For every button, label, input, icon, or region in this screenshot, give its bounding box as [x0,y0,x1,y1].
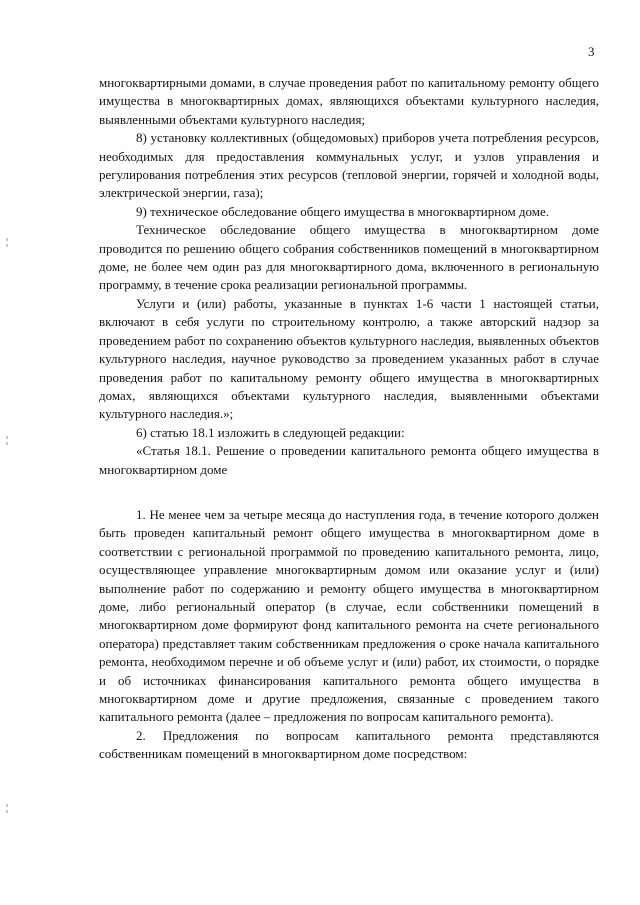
paragraph-continuation: многоквартирными домами, в случае проведения работ по капитальному ремонту общего имущества в многоквартирных домах, являющихся объектами культурного наследия, выявленными объектами культурного наследия; [99,75,599,127]
scan-edge-mark [6,442,8,445]
paragraph-clause-1: 1. Не менее чем за четыре месяца до наступления года, в течение которого должен быть проведен капитальный ремонт общего имущества в многоквартирном доме в соответствии с региональной программой по проведению капитального ремонта, лицо, осуществляющее управление многоквартирным домом или оказание услуг и (или) выполнение работ по содержанию и ремонту общего имущества в многоквартирном доме, либо региональный оператор (в случае, если собственники помещений в многоквартирном доме формируют фонд капитального ремонта на счете регионального оператора) представляет таким собственникам предложения о сроке начала капитального ремонта, необходимом перечне и об объеме услуг и (или) работ, их стоимости, о порядке и об источниках финансирования капитального ремонта общего имущества в многоквартирном доме и другие предложения, связанные с проведением такого капитального ремонта (далее – предложения по вопросам капитального ремонта). [99,506,599,725]
page-number: 3 [588,44,595,59]
scan-edge-mark [6,804,8,807]
paragraph-spacer [99,479,599,506]
document-body [99,74,599,764]
scan-edge-mark [6,238,8,241]
paragraph-technical-inspection: Техническое обследование общего имущества в многоквартирном доме проводится по решению общего собрания собственников помещений в многоквартирном доме, не более чем один раз для многоквартирного дома, включенного в региональную программу, в течение срока реализации региональной программы. [99,222,599,293]
paragraph-services-and-works: Услуги и (или) работы, указанные в пунктах 1-6 части 1 настоящей статьи, включают в себя услуги по строительному контролю, а также авторский надзор за проведением работ по сохранению объектов культурного наследия, выявленных объектов культурного наследия, научное руководство за проведением указанных работ в случае проведения работ по капитальному ремонту общего имущества в многоквартирных домах, являющихся объектами культурного наследия, выявленными объектами культурного наследия.»; [99,295,599,422]
scan-edge-mark [6,436,8,439]
paragraph-item-8: 8) установку коллективных (общедомовых) приборов учета потребления ресурсов, необходимых для предоставления коммунальных услуг, и узлов управления и регулирования потребления этих ресурсов (тепловой энергии, горячей и холодной воды, электрической энергии, газа); [99,130,599,201]
scan-edge-mark [6,244,8,247]
paragraph-clause-2: 2. Предложения по вопросам капитального ремонта представляются собственникам помещений в многоквартирном доме посредством: [99,727,599,762]
scan-edge-mark [6,810,8,813]
article-heading: «Статья 18.1. Решение о проведении капитального ремонта общего имущества в многоквартирном доме [99,443,599,477]
paragraph-item-9: 9) техническое обследование общего имущества в многоквартирном доме. [136,203,550,219]
paragraph-item-6: 6) статью 18.1 изложить в следующей редакции: [136,424,405,440]
